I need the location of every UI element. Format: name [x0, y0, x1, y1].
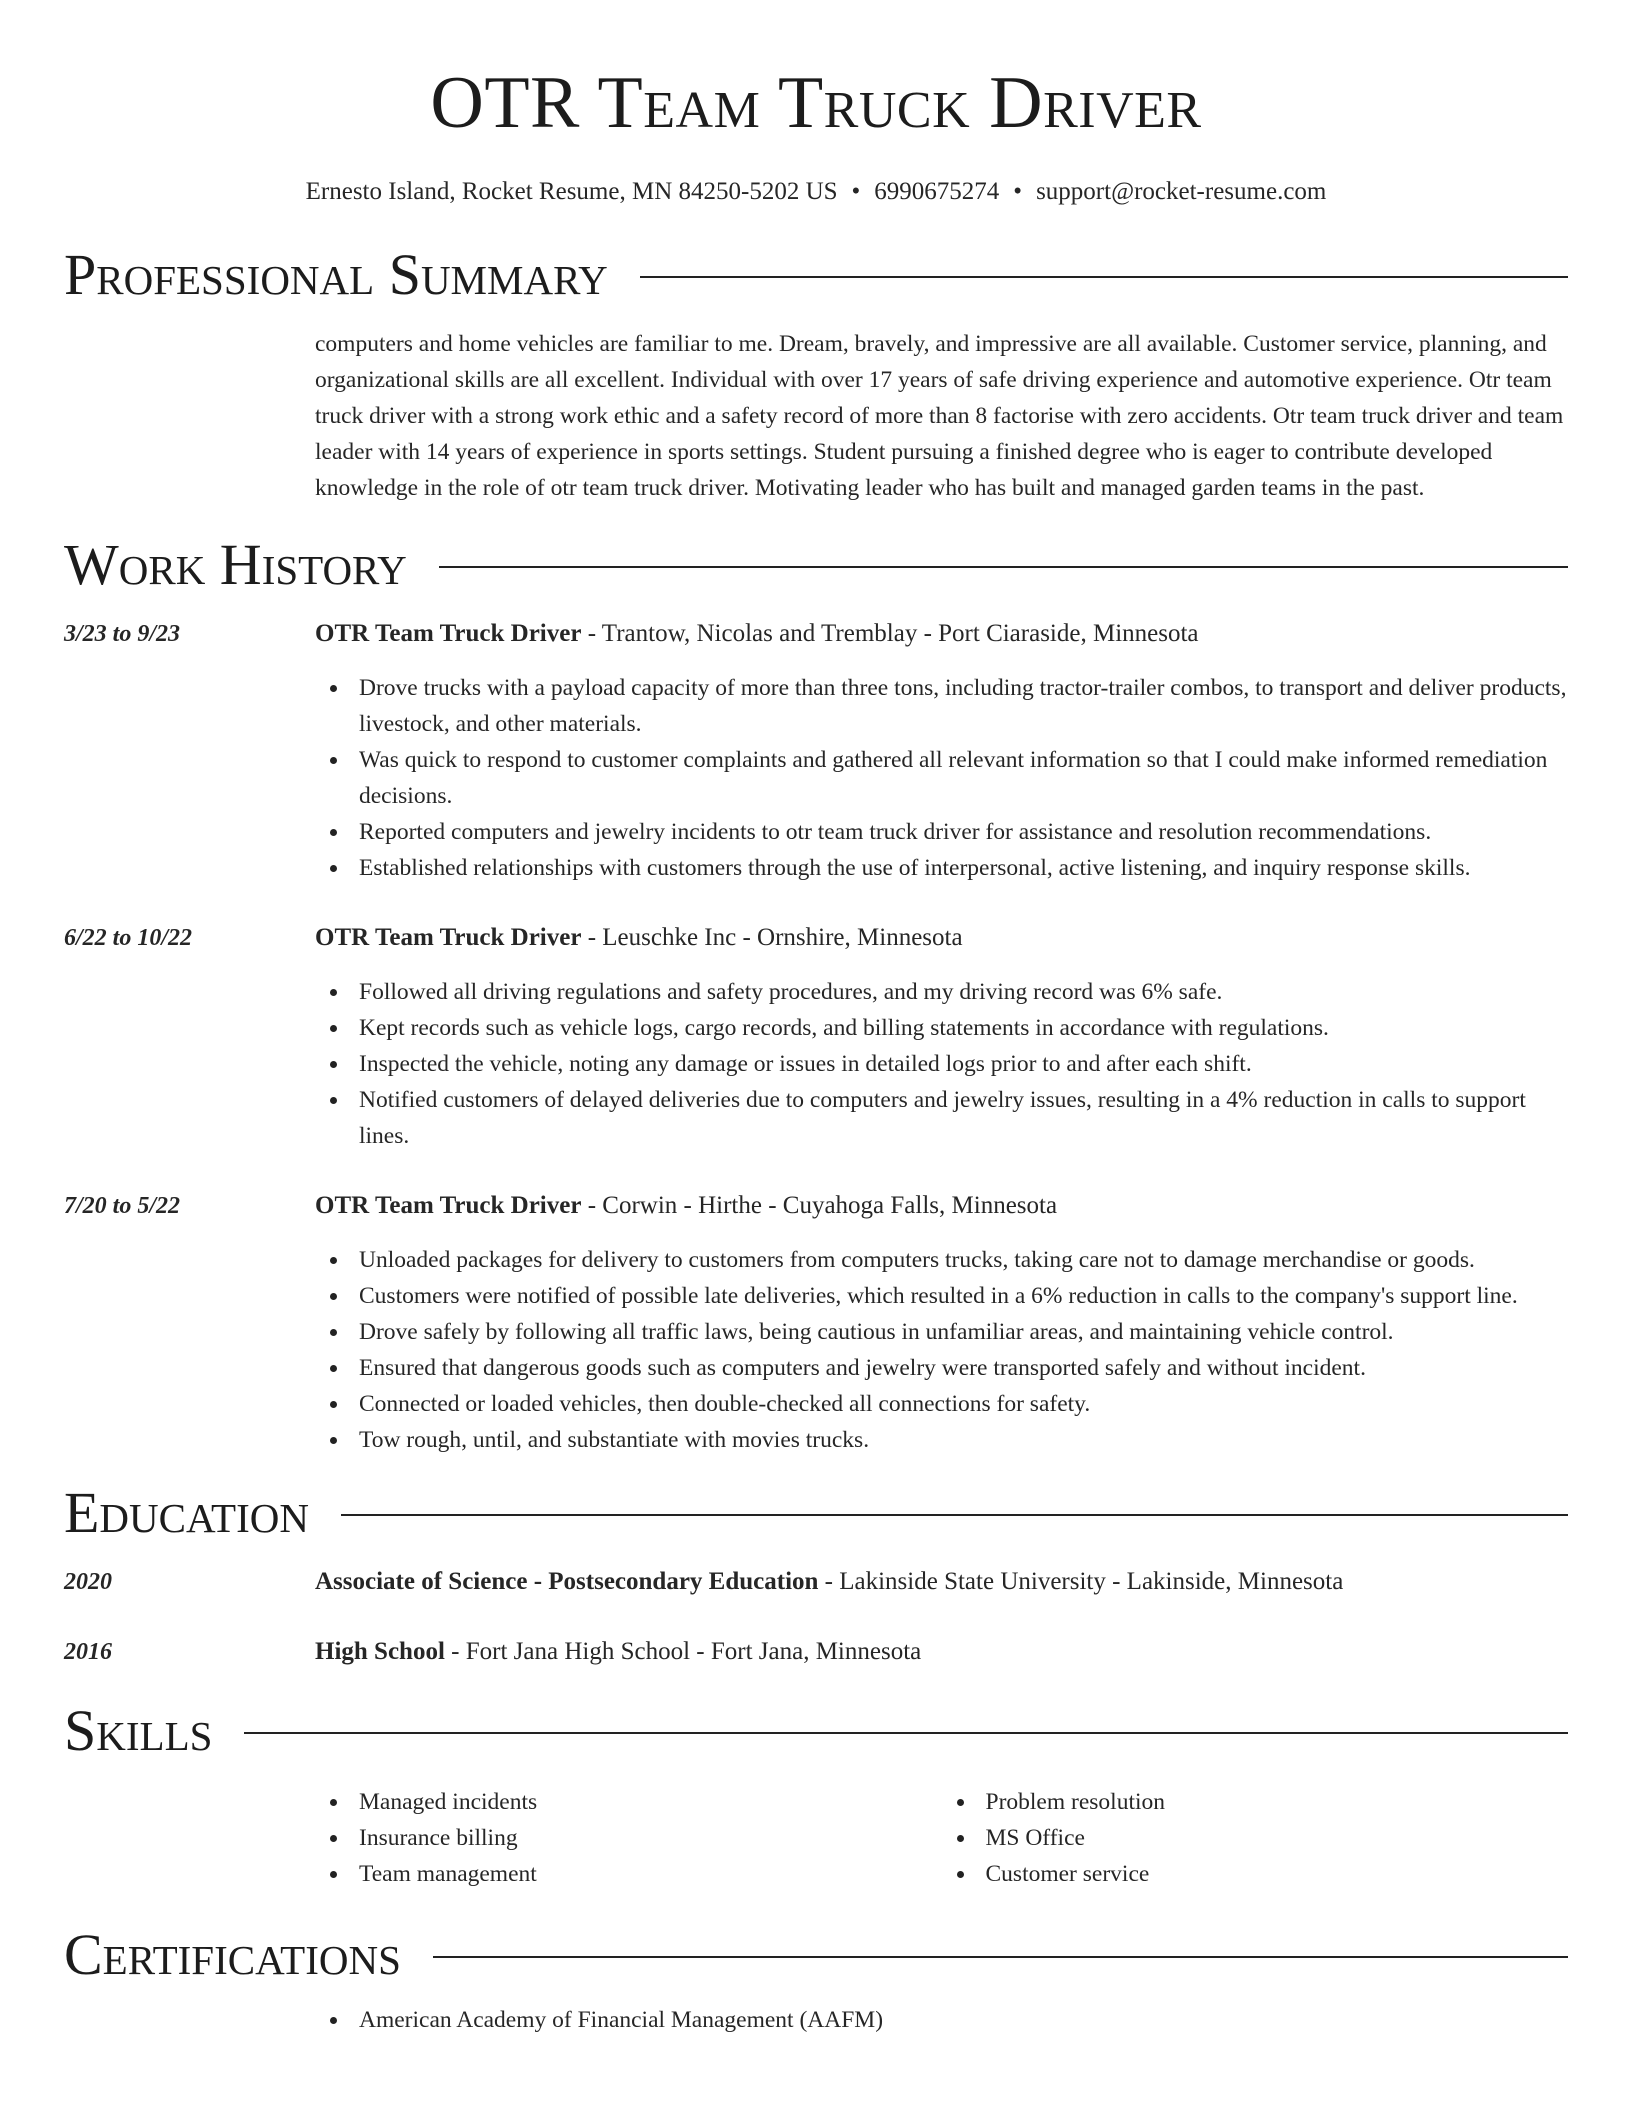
summary-heading: Professional Summary: [64, 242, 608, 307]
job-company: - Leuschke Inc - Ornshire, Minnesota: [581, 924, 963, 951]
job-dates: 7/20 to 5/22: [64, 1193, 181, 1219]
education-year: 2016: [64, 1639, 112, 1665]
skills-heading: Skills: [64, 1698, 213, 1763]
job-bullet: Drove trucks with a payload capacity of more than three tons, including tractor-trailer combos, to transport and deliver products, livestock, and other materials.: [315, 670, 1568, 742]
job-bullet: Followed all driving regulations and safety procedures, and my driving record was 6% safe.: [315, 974, 1568, 1010]
contact-line: [64, 178, 1568, 206]
job-bullet: Drove safely by following all traffic laws, being cautious in unfamiliar areas, and maintaining vehicle control.: [315, 1314, 1568, 1350]
skill-item: Insurance billing: [315, 1820, 942, 1856]
certifications-section-header: [64, 1922, 1568, 1987]
skill-item: Problem resolution: [942, 1784, 1569, 1820]
education-school: - Fort Jana High School - Fort Jana, Minnesota: [444, 1638, 922, 1665]
job-bullets: [315, 1242, 1568, 1458]
work-section-header: [64, 532, 1568, 597]
job-bullet: Unloaded packages for delivery to customers from computers trucks, taking care not to damage merchandise or goods.: [315, 1242, 1568, 1278]
contact-separator: •: [1013, 178, 1023, 205]
contact-email[interactable]: support@rocket-resume.com: [1036, 178, 1327, 205]
section-divider: [439, 566, 1568, 568]
job-bullet: Notified customers of delayed deliveries due to computers and jewelry issues, resulting in a 4% reduction in calls to support lines.: [315, 1082, 1568, 1154]
skills-column-right: [942, 1784, 1569, 1892]
certifications-list: [315, 2002, 1568, 2038]
job-entry: [64, 616, 1568, 886]
section-divider: [244, 1732, 1568, 1734]
skill-item: MS Office: [942, 1820, 1569, 1856]
job-bullet: Was quick to respond to customer complaints and gathered all relevant information so that I could make informed remediation decisions.: [315, 742, 1568, 814]
section-divider: [341, 1514, 1568, 1516]
work-heading: Work History: [64, 532, 407, 597]
job-title: OTR Team Truck Driver: [315, 1192, 582, 1219]
education-heading: Education: [64, 1480, 309, 1545]
summary-section-header: [64, 242, 1568, 307]
education-degree: Associate of Science - Postsecondary Education: [315, 1568, 819, 1595]
skills-column-left: [315, 1784, 942, 1892]
contact-phone: 6990675274: [874, 178, 1000, 205]
job-bullet: Established relationships with customers through the use of interpersonal, active listening, and inquiry response skills.: [315, 850, 1568, 886]
job-entry: [64, 1188, 1568, 1458]
job-dates: 6/22 to 10/22: [64, 925, 193, 951]
education-year: 2020: [64, 1569, 112, 1595]
skill-item: Team management: [315, 1856, 942, 1892]
contact-separator: •: [851, 178, 861, 205]
job-entry: [64, 920, 1568, 1154]
job-heading: [315, 920, 1568, 956]
section-divider: [433, 1956, 1568, 1958]
job-heading: [315, 616, 1568, 652]
job-bullet: Reported computers and jewelry incidents to otr team truck driver for assistance and resolution recommendations.: [315, 814, 1568, 850]
job-company: - Corwin - Hirthe - Cuyahoga Falls, Minnesota: [581, 1192, 1058, 1219]
education-section-header: [64, 1480, 1568, 1545]
job-bullets: [315, 670, 1568, 886]
skills-grid: [315, 1784, 1568, 1892]
education-entry: [64, 1634, 1568, 1670]
job-bullets: [315, 974, 1568, 1154]
job-bullet: Connected or loaded vehicles, then double-checked all connections for safety.: [315, 1386, 1568, 1422]
education-school: - Lakinside State University - Lakinside, Minnesota: [818, 1568, 1344, 1595]
resume-title: OTR Team Truck Driver: [430, 62, 1202, 144]
certification-item: American Academy of Financial Management (AAFM): [315, 2002, 1568, 2038]
job-title: OTR Team Truck Driver: [315, 620, 582, 647]
job-bullet: Tow rough, until, and substantiate with movies trucks.: [315, 1422, 1568, 1458]
job-heading: [315, 1188, 1568, 1224]
job-bullet: Ensured that dangerous goods such as computers and jewelry were transported safely and without incident.: [315, 1350, 1568, 1386]
job-title: OTR Team Truck Driver: [315, 924, 582, 951]
job-bullet: Customers were notified of possible late deliveries, which resulted in a 6% reduction in calls to the company's support line.: [315, 1278, 1568, 1314]
education-heading-line: [315, 1564, 1568, 1600]
skills-section-header: [64, 1698, 1568, 1763]
certifications-heading: Certifications: [64, 1922, 401, 1987]
summary-text: computers and home vehicles are familiar to me. Dream, bravely, and impressive are all available. Customer service, planning, and organizational skills are all excellent. Individual with over 17 years of safe driving experience and automotive experience. Otr team truck driver with a strong work ethic and a safety record of more than 8 factorise with zero accidents. Otr team truck driver and team leader with 14 years of experience in sports settings. Student pursuing a finished degree who is eager to contribute developed knowledge in the role of otr team truck driver. Motivating leader who has built and managed garden teams in the past.: [315, 331, 1564, 501]
education-heading-line: [315, 1634, 1568, 1670]
education-entry: [64, 1564, 1568, 1600]
skill-item: Customer service: [942, 1856, 1569, 1892]
job-dates: 3/23 to 9/23: [64, 621, 181, 647]
skill-item: Managed incidents: [315, 1784, 942, 1820]
job-bullet: Inspected the vehicle, noting any damage or issues in detailed logs prior to and after each shift.: [315, 1046, 1568, 1082]
contact-address: Ernesto Island, Rocket Resume, MN 84250-5202 US: [305, 178, 838, 205]
job-company: - Trantow, Nicolas and Tremblay - Port Ciaraside, Minnesota: [581, 620, 1199, 647]
section-divider: [640, 276, 1568, 278]
job-bullet: Kept records such as vehicle logs, cargo records, and billing statements in accordance with regulations.: [315, 1010, 1568, 1046]
education-degree: High School: [315, 1638, 445, 1665]
